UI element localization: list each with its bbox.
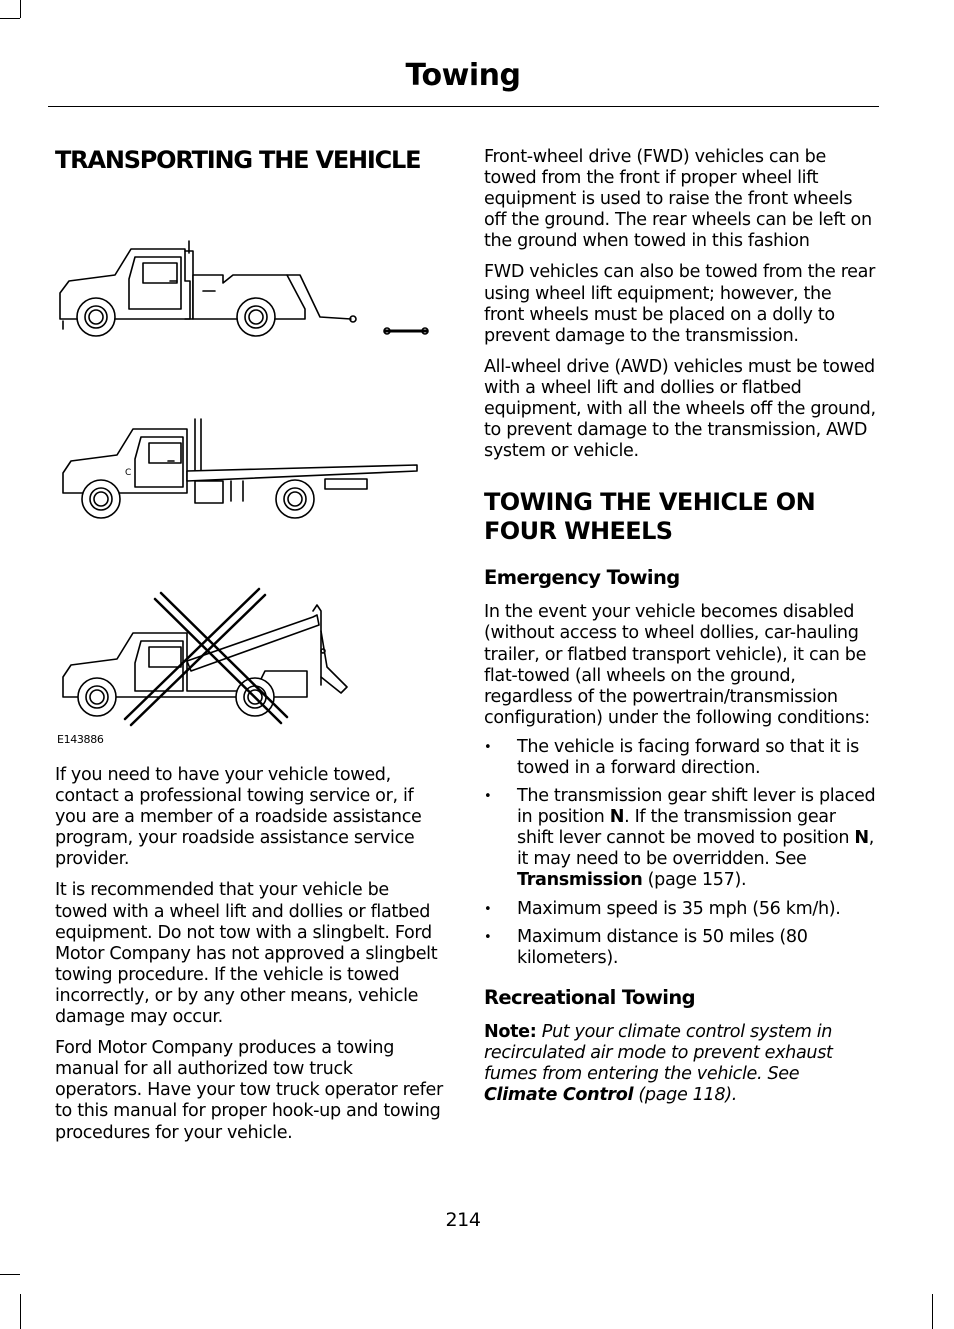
list-text: , it may need to be overridden. See bbox=[517, 828, 875, 870]
paragraph: All-wheel drive (AWD) vehicles must be towed with a wheel lift and dollies or flatbed equipment, with all the wheels off the ground, to prevent damage to the transmission, AWD system or vehicle. bbox=[484, 356, 876, 462]
flatbed-truck-drawing bbox=[63, 419, 417, 518]
figure-id: E143886 bbox=[57, 733, 104, 746]
section-heading-transporting: TRANSPORTING THE VEHICLE bbox=[55, 146, 421, 174]
list-item: • Maximum speed is 35 mph (56 km/h). bbox=[484, 899, 876, 920]
paragraph: It is recommended that your vehicle be towed with a wheel lift and dollies or flatbed equipment. Do not tow with a slingbelt. Ford Motor Company has not approved a slingbelt towing procedure. If the vehicle is towed incorrectly, or by any other means, vehicle damage may occur. bbox=[55, 880, 438, 1028]
gear-position: N bbox=[854, 828, 869, 849]
crop-mark bbox=[0, 18, 20, 19]
list-item bbox=[484, 786, 876, 891]
crop-mark bbox=[20, 0, 21, 18]
note-label: Note: bbox=[484, 1021, 537, 1042]
list-text: (page 157). bbox=[642, 870, 747, 891]
subheading-recreational-towing: Recreational Towing bbox=[484, 985, 695, 1009]
list-text: The transmission gear shift lever is placed in position bbox=[517, 786, 876, 828]
cross-reference-climate-control[interactable]: Climate Control bbox=[484, 1085, 634, 1106]
paragraph: If you need to have your vehicle towed, contact a professional towing service or, if you are a member of a roadside assistance program, your roadside assistance service provider. bbox=[55, 765, 422, 870]
list-item: • Maximum distance is 50 miles (80 kilometers). bbox=[484, 927, 876, 969]
slingbelt-truck-drawing bbox=[63, 605, 347, 716]
paragraph: In the event your vehicle becomes disabled (without access to wheel dollies, car-hauling trailer, or flatbed transport vehicle), it can be flat-towed (all wheels on the ground, regardless of the powertrain/transmission configuration) under the following conditions: bbox=[484, 602, 870, 728]
towing-conditions-list bbox=[484, 737, 876, 969]
crop-mark bbox=[932, 1294, 933, 1329]
note bbox=[484, 1022, 876, 1106]
page-title: Towing bbox=[405, 58, 521, 93]
title-divider bbox=[48, 106, 879, 107]
gear-position: N bbox=[609, 807, 625, 828]
svg-text:C: C bbox=[125, 468, 131, 478]
crop-mark bbox=[0, 1274, 20, 1275]
list-item: • The vehicle is facing forward so that it is towed in a forward direction. bbox=[484, 737, 876, 779]
paragraph: Front-wheel drive (FWD) vehicles can be towed from the front if proper wheel lift equipment is used to raise the front wheels off the ground. The rear wheels can be left on the ground when towed in this fashion bbox=[484, 147, 872, 252]
right-column bbox=[484, 147, 876, 1116]
paragraph: FWD vehicles can also be towed from the rear using wheel lift equipment; however, the front wheels must be placed on a dolly to prevent damage to the transmission. bbox=[484, 262, 875, 346]
cross-reference-transmission[interactable]: Transmission bbox=[517, 870, 643, 891]
left-column bbox=[55, 146, 443, 1154]
list-text: . If the transmission gear shift lever cannot be moved to position bbox=[517, 807, 855, 849]
note-text: (page 118). bbox=[633, 1085, 737, 1106]
crop-mark bbox=[20, 1294, 21, 1329]
wheel-lift-truck-drawing bbox=[60, 241, 428, 336]
towing-methods-illustration bbox=[55, 191, 443, 751]
section-heading-four-wheels: TOWING THE VEHICLE ON FOUR WHEELS bbox=[484, 488, 816, 546]
page-number: 214 bbox=[445, 1209, 481, 1231]
paragraph: Ford Motor Company produces a towing manual for all authorized tow truck operators. Have your tow truck operator refer to this manual for proper hook-up and towing procedures for your vehicle. bbox=[55, 1038, 443, 1143]
subheading-emergency-towing: Emergency Towing bbox=[484, 566, 680, 590]
note-text: Put your climate control system in recirculated air mode to prevent exhaust fumes from entering the vehicle. See bbox=[484, 1021, 833, 1084]
